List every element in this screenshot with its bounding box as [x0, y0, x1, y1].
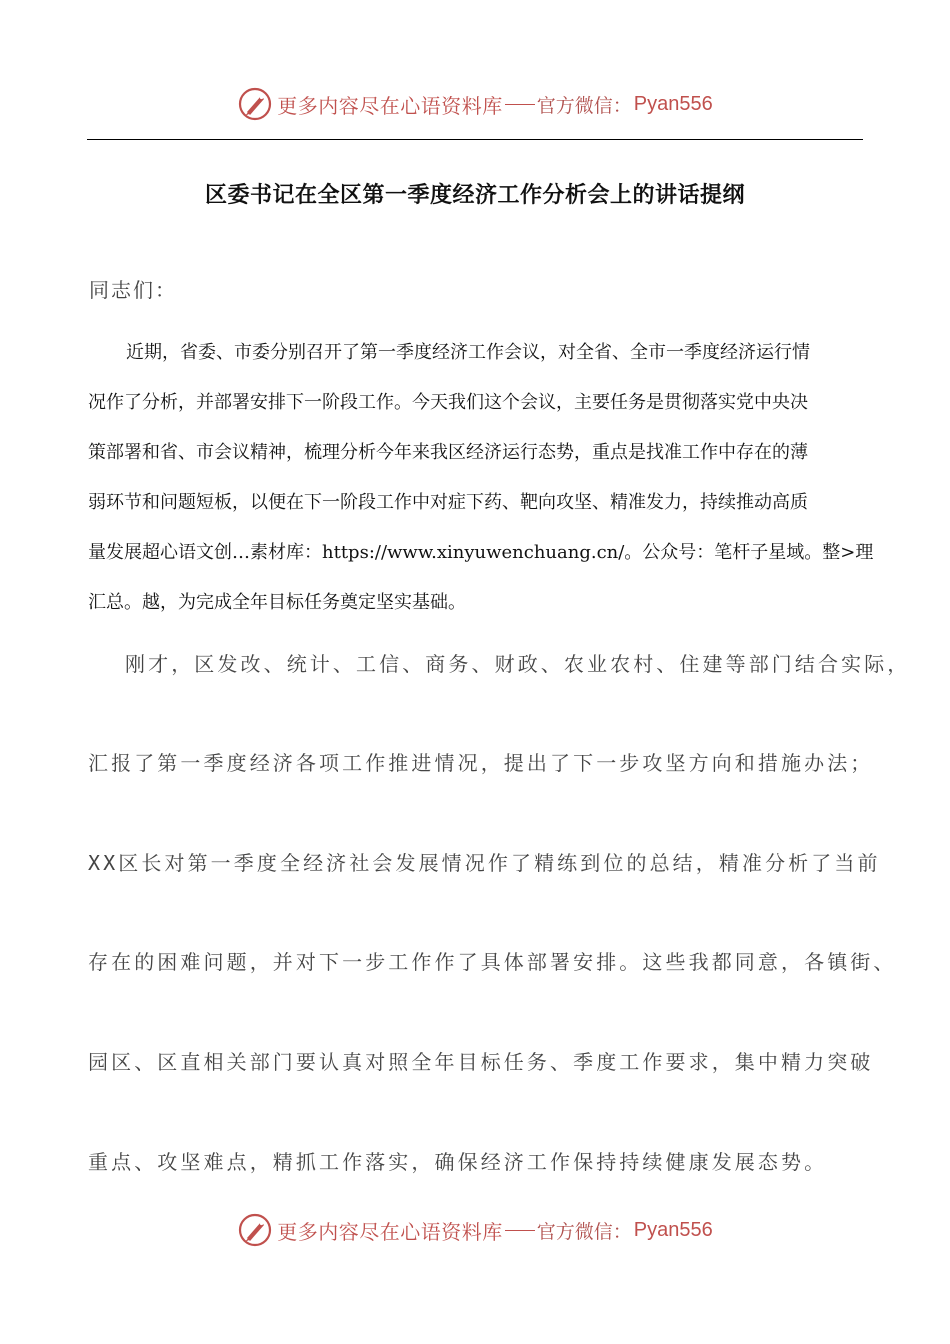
pen-nib-logo-icon: [237, 86, 273, 122]
banner-wechat-label: 官方微信：: [536, 1220, 632, 1243]
paragraph-1-line: 况作了分析，并部署安排下一阶段工作。今天我们这个会议，主要任务是贯彻落实党中央决: [88, 392, 808, 413]
paragraph-2-line: XX区长对第一季度全经济社会发展情况作了精练到位的总结，精准分析了当前: [88, 851, 881, 875]
pen-nib-logo-icon: [237, 1212, 273, 1248]
salutation: 同志们：: [89, 278, 177, 302]
banner-wechat-id: Pyan556: [633, 92, 713, 115]
paragraph-1-line: 近期，省委、市委分别召开了第一季度经济工作会议，对全省、全市一季度经济运行情: [126, 342, 810, 363]
paragraph-1-line: 策部署和省、市会议精神，梳理分析今年来我区经济运行态势，重点是找准工作中存在的薄: [88, 442, 808, 463]
paragraph-2-line: 刚才，区发改、统计、工信、商务、财政、农业农村、住建等部门结合实际，: [125, 652, 911, 676]
header-rule: [87, 139, 863, 140]
banner-wechat-id: Pyan556: [633, 1218, 713, 1241]
banner-wechat-label: 官方微信：: [536, 94, 632, 117]
paragraph-2-line: 汇报了第一季度经济各项工作推进情况，提出了下一步攻坚方向和措施办法；: [88, 751, 874, 775]
banner-dash: [505, 1230, 535, 1231]
header-banner: [0, 84, 950, 124]
banner-text: 更多内容尽在心语资料库: [277, 1219, 503, 1244]
banner-dash: [505, 104, 535, 105]
footer-banner: [0, 1210, 950, 1250]
paragraph-1-line: 弱环节和问题短板，以便在下一阶段工作中对症下药、靶向攻坚、精准发力，持续推动高质: [88, 492, 808, 513]
paragraph-1-line: 汇总。越，为完成全年目标任务奠定坚实基础。: [88, 592, 466, 613]
paragraph-2-line: 存在的困难问题，并对下一步工作作了具体部署安排。这些我都同意，各镇街、: [88, 950, 897, 974]
banner-text: 更多内容尽在心语资料库: [277, 93, 503, 118]
paragraph-1-line: 量发展超心语文创…素材库：https://www.xinyuwenchuang.cn/。公众号：笔杆子星域。整>理: [88, 542, 874, 563]
paragraph-2-line: 园区、区直相关部门要认真对照全年目标任务、季度工作要求，集中精力突破: [88, 1050, 874, 1074]
document-title: 区委书记在全区第一季度经济工作分析会上的讲话提纲: [204, 183, 745, 208]
paragraph-2-line: 重点、攻坚难点，精抓工作落实，确保经济工作保持持续健康发展态势。: [88, 1150, 828, 1174]
